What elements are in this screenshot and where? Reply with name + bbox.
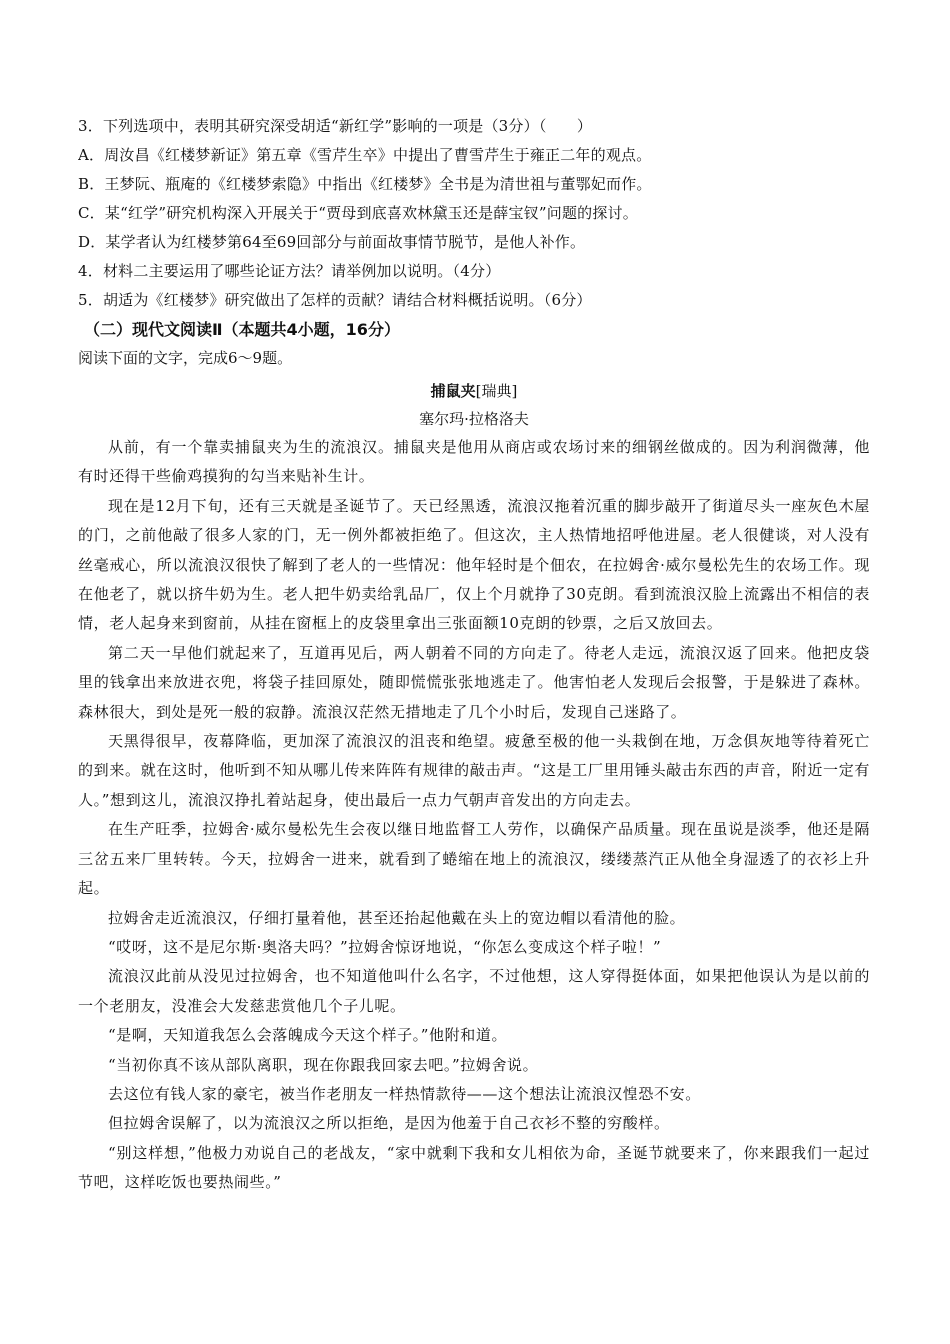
question-3-option-a: A．周汝昌《红楼梦新证》第五章《雪芹生卒》中提出了曹雪芹生于雍正二年的观点。: [78, 146, 652, 164]
paragraph: 天黑得很早，夜幕降临，更加深了流浪汉的沮丧和绝望。疲惫至极的他一头栽倒在地，万念俱灰地等待着死亡的到来。就在这时，他听到不知从哪儿传来阵阵有规律的敲击声。“这是工厂里用锤头敲击东西的声音，附近一定有人。”想到这儿，流浪汉挣扎着站起身，使出最后一点力气朝声音发出的方向走去。: [78, 732, 870, 809]
paragraph: “是啊，天知道我怎么会落魄成今天这个样子。”他附和道。: [108, 1026, 508, 1045]
question-4: 4．材料二主要运用了哪些论证方法？请举例加以说明。（4分）: [78, 262, 501, 280]
paragraph: 第二天一早他们就起来了，互道再见后，两人朝着不同的方向走了。待老人走远，流浪汉返了回来。他把皮袋里的钱拿出来放进衣兜，将袋子挂回原处，随即慌慌张张地逃走了。他害怕老人发现后会报警，于是躲进了森林。森林很大，到处是死一般的寂静。流浪汉茫然无措地走了几个小时后，发现自己迷路了。: [78, 643, 870, 721]
question-3-option-d: D．某学者认为红楼梦第64至69回部分与前面故事情节脱节，是他人补作。: [78, 233, 586, 251]
story-title: 捕鼠夹: [430, 382, 476, 400]
paragraph: 在生产旺季，拉姆舍·威尔曼松先生会夜以继日地监督工人劳作，以确保产品质量。现在虽说是淡季，他还是隔三岔五来厂里转转。今天，拉姆舍一进来，就看到了蜷缩在地上的流浪汉，缕缕蒸汽正从他全身湿透了的衣衫上升起。: [78, 820, 870, 898]
paragraph: 拉姆舍走近流浪汉，仔细打量着他，甚至还抬起他戴在头上的宽边帽以看清他的脸。: [108, 908, 686, 927]
story-heading: [78, 377, 870, 405]
section-title: （二）现代文阅读Ⅱ（本题共4小题，16分）: [84, 320, 400, 339]
story-origin: [瑞典]: [475, 382, 518, 400]
paragraph: “别这样想，”他极力劝说自己的老战友，“家中就剩下我和女儿相依为命，圣诞节就要来了，你来跟我们一起过节吧，这样吃饭也要热闹些。”: [78, 1143, 870, 1192]
question-3-option-b: B．王梦阮、瓶庵的《红楼梦索隐》中指出《红楼梦》全书是为清世祖与董鄂妃而作。: [78, 175, 652, 193]
question-3-option-c: C．某“红学”研究机构深入开展关于“贾母到底喜欢林黛玉还是薛宝钗”问题的探讨。: [78, 204, 638, 222]
paragraph: 从前，有一个靠卖捕鼠夹为生的流浪汉。捕鼠夹是他用从商店或农场讨来的细钢丝做成的。因为利润微薄，他有时还得干些偷鸡摸狗的勾当来贴补生计。: [78, 438, 870, 486]
paragraph: 去这位有钱人家的豪宅，被当作老朋友一样热情款待——这个想法让流浪汉惶恐不安。: [108, 1084, 701, 1103]
story-author: 塞尔玛·拉格洛夫: [419, 410, 529, 428]
paragraph: “哎呀，这不是尼尔斯·奥洛夫吗？”拉姆舍惊讶地说，“你怎么变成这个样子啦！”: [108, 937, 662, 956]
paragraph: 但拉姆舍误解了，以为流浪汉之所以拒绝，是因为他羞于自己衣衫不整的穷酸样。: [108, 1114, 670, 1133]
paragraph: “当初你真不该从部队离职，现在你跟我回家去吧。”拉姆舍说。: [108, 1055, 539, 1074]
paragraph: 现在是12月下旬，还有三天就是圣诞节了。天已经黑透，流浪汉拖着沉重的脚步敲开了街道尽头一座灰色木屋的门，之前他敲了很多人家的门，无一例外都被拒绝了。但这次，主人热情地招呼他进屋。老人很健谈，对人没有丝毫戒心，所以流浪汉很快了解到了老人的一些情况：他年轻时是个佃农，在拉姆舍·威尔曼松先生的农场工作。现在他老了，就以挤牛奶为生。老人把牛奶卖给乳品厂，仅上个月就挣了30克朗。看到流浪汉脸上流露出不相信的表情，老人起身来到窗前，从挂在窗框上的皮袋里拿出三张面额10克朗的钞票，之后又放回去。: [78, 496, 870, 633]
section-instruction: 阅读下面的文字，完成6～9题。: [78, 349, 293, 367]
document-content: [78, 112, 870, 1198]
paragraph: 流浪汉此前从没见过拉姆舍，也不知道他叫什么名字，不过他想，这人穿得挺体面，如果把他误认为是以前的一个老朋友，没准会大发慈悲赏他几个子儿呢。: [78, 967, 870, 1015]
question-5: 5．胡适为《红楼梦》研究做出了怎样的贡献？请结合材料概括说明。（6分）: [78, 291, 592, 309]
question-3: 3．下列选项中，表明其研究深受胡适“新红学”影响的一项是（3分）（ ）: [78, 117, 593, 135]
